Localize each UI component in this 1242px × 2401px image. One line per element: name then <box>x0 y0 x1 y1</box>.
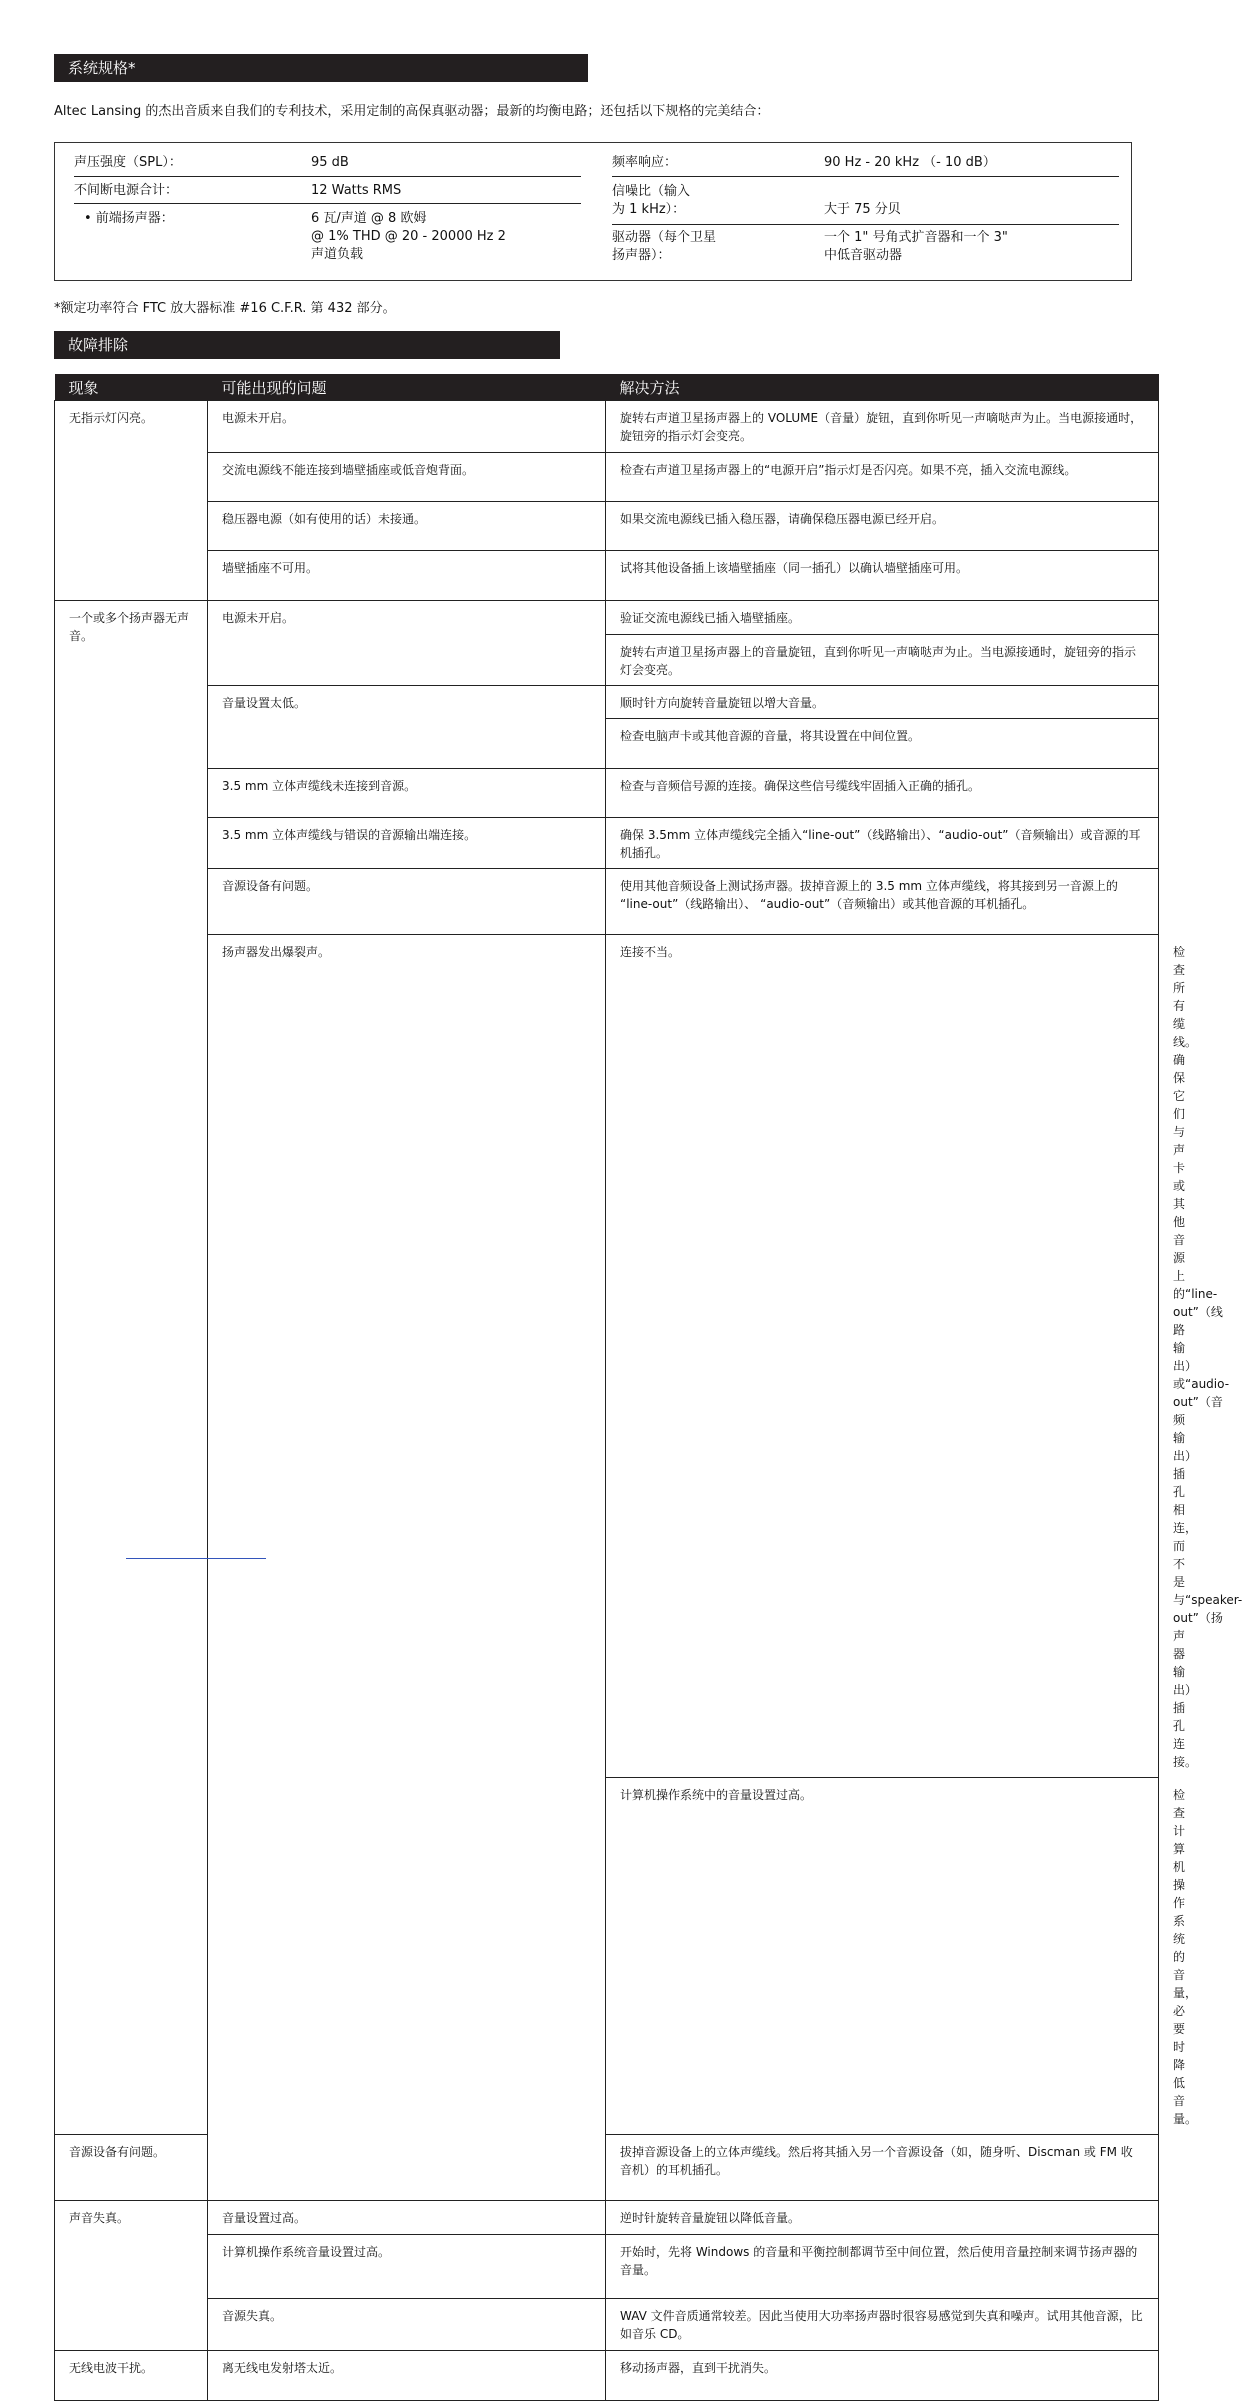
problem-cell: 3.5 mm 立体声缆线未连接到音源。 <box>208 769 606 818</box>
problem-cell: 音源失真。 <box>208 2299 606 2351</box>
problem-cell: 离无线电发射塔太近。 <box>208 2351 606 2401</box>
problem-cell: 3.5 mm 立体声缆线与错误的音源输出端连接。 <box>208 818 606 869</box>
problem-cell: 连接不当。 <box>606 935 1159 1778</box>
snr-value: 大于 75 分贝 <box>824 202 901 217</box>
spl-label: 声压强度（SPL）： <box>74 155 182 170</box>
freq-value: 90 Hz - 20 kHz （- 10 dB） <box>824 155 996 170</box>
solution-cell: 确保 3.5mm 立体声缆线完全插入“line-out”（线路输出）、“audio-out”（音频输出）或音源的耳机插孔。 <box>606 818 1159 869</box>
header-symptom: 现象 <box>55 374 208 401</box>
symptom-cell: 一个或多个扬声器无声音。 <box>55 601 208 2135</box>
symptom-cell: 无线电波干扰。 <box>55 2351 208 2401</box>
footer-rule <box>126 1558 266 1559</box>
solution-cell: 检查右声道卫星扬声器上的“电源开启”指示灯是否闪亮。如果不亮，插入交流电源线。 <box>606 453 1159 502</box>
solution-cell: 顺时针方向旋转音量旋钮以增大音量。 <box>606 686 1159 719</box>
solution-cell: 验证交流电源线已插入墙壁插座。 <box>606 601 1159 635</box>
problem-cell: 墙壁插座不可用。 <box>208 551 606 601</box>
problem-cell: 交流电源线不能连接到墙壁插座或低音炮背面。 <box>208 453 606 502</box>
problem-cell: 电源未开启。 <box>208 401 606 453</box>
solution-cell: 旋转右声道卫星扬声器上的 VOLUME（音量）旋钮，直到你听见一声嘀哒声为止。当电源接通时，旋钮旁的指示灯会变亮。 <box>606 401 1159 453</box>
problem-cell: 音量设置过高。 <box>208 2201 606 2235</box>
solution-cell: WAV 文件音质通常较差。因此当使用大功率扬声器时很容易感觉到失真和噪声。试用其他音源，比如音乐 CD。 <box>606 2299 1159 2351</box>
driver-label: 驱动器（每个卫星 扬声器）： <box>612 230 717 263</box>
solution-cell: 如果交流电源线已插入稳压器，请确保稳压器电源已经开启。 <box>606 502 1159 551</box>
symptom-cell: 无指示灯闪亮。 <box>55 401 208 601</box>
spl-value: 95 dB <box>311 155 349 170</box>
solution-cell: 拔掉音源设备上的立体声缆线。然后将其插入另一个音源设备（如，随身听、Discman 或 FM 收音机）的耳机插孔。 <box>606 2135 1159 2201</box>
solution-cell: 使用其他音频设备上测试扬声器。拔掉音源上的 3.5 mm 立体声缆线，将其接到另一音源上的 “line-out”（线路输出）、 “audio-out”（音频输出）或其他音源的耳机插孔。 <box>606 869 1159 935</box>
solution-cell: 试将其他设备插上该墙壁插座（同一插孔）以确认墙壁插座可用。 <box>606 551 1159 601</box>
symptom-cell: 声音失真。 <box>55 2201 208 2351</box>
specs-intro: Altec Lansing 的杰出音质来自我们的专利技术，采用定制的高保真驱动器；最新的均衡电路；还包括以下规格的完美结合： <box>54 104 770 119</box>
specs-section-title: 系统规格* <box>54 54 588 82</box>
symptom-cell: 扬声器发出爆裂声。 <box>208 935 606 2201</box>
problem-cell: 音源设备有问题。 <box>208 869 606 935</box>
solution-cell: 检查与音频信号源的连接。确保这些信号缆线牢固插入正确的插孔。 <box>606 769 1159 818</box>
problem-cell: 音量设置太低。 <box>208 686 606 769</box>
header-solution: 解决方法 <box>606 374 1159 401</box>
power-value: 12 Watts RMS <box>311 183 402 198</box>
problem-cell: 电源未开启。 <box>208 601 606 686</box>
snr-label: 信噪比（输入 为 1 kHz）： <box>612 184 691 217</box>
driver-value: 一个 1" 号角式扩音器和一个 3" 中低音驱动器 <box>824 230 1008 263</box>
solution-cell: 移动扬声器，直到干扰消失。 <box>606 2351 1159 2401</box>
power-label: 不间断电源合计： <box>74 183 179 198</box>
specs-box <box>54 142 1132 281</box>
front-speaker-value: 6 瓦/声道 @ 8 欧姆 @ 1% THD @ 20 - 20000 Hz 2 声道负载 <box>311 211 506 262</box>
solution-cell: 逆时针旋转音量旋钮以降低音量。 <box>606 2201 1159 2235</box>
troubleshooting-title: 故障排除 <box>54 331 560 359</box>
solution-cell: 旋转右声道卫星扬声器上的音量旋钮，直到你听见一声嘀哒声为止。当电源接通时，旋钮旁的指示灯会变亮。 <box>606 635 1159 686</box>
troubleshooting-table: 现象 可能出现的问题 解决方法 无指示灯闪亮。 电源未开启。 旋转右声道卫星扬声器上的 VOLUME（音量）旋钮，直到你听见一声嘀哒声为止。当电源接通时，旋钮旁的指示灯会变亮。 交流电源线不能连接到墙壁插座或低音炮背面。 检查右声道卫星扬声器上的“电源开启”指示灯是否闪亮。如果不亮，插入交流电源线。 稳压器电源（如有使用的话）未接通。 如果交流电源线已插入稳压器，请确保稳压器电源已经开启。 墙壁插座不可用。 试将其他设备插上该墙壁插座（同一插孔）以确认墙壁插座可用。 一个或多个扬声器无声音。 电源未开启。 验证交流电源线已插入墙壁插座。 旋转右声道卫星扬声器上的音量旋钮，直到你听见一声嘀哒声为止。当电源接通时，旋钮旁的指示灯会变亮。 音量设置太低。 顺时针方向旋转音量旋钮以增大音量。 检查电脑声卡或其他音源的音量，将其设置在中间位置。 3.5 mm 立体声缆线未连接到音源。 检查与音频信号源的连接。确保这些信号缆线牢固插入正确的插孔。 3.5 mm 立体声缆线与错误的音源输出端连接。 确保 3.5mm 立体声缆线完全插入“line-out”（线路输出）、“audio-out”（音频输出）或音源的耳机插孔。 音源设备有问题。 使用其他音频设备上测试扬声器。拔掉音源上的 3.5 mm 立体声缆线，将其接到另一音源上的 “line-out”（线路输出）、 “audio-out”（音频输出）或其他音源的耳机插孔。 扬声器发出爆裂声。 连接不当。 检查所有缆线。确保它们与声卡或其他音源上的“line-out”（线路输出）或“audio-out”（音频输出）插孔相连，而不是与“speaker-out”（扬声器输出）插孔连接。 计算机操作系统中的音量设置过高。 检查计算机操作系统的音量，必要时降低音量。 音源设备有问题。 拔掉音源设备上的立体声缆线。然后将其插入另一个音源设备（如，随身听、Discman 或 FM 收音机）的耳机插孔。 声音失真。 音量设置过高。 逆时针旋转音量旋钮以降低音量。 计算机操作系统音量设置过高。 开始时，先将 Windows 的音量和平衡控制都调节至中间位置，然后使用音量控制来调节扬声器的音量。 音源失真。 WAV 文件音质通常较差。因此当使用大功率扬声器时很容易感觉到失真和噪声。试用其他音源，比如音乐 CD。 无线电波干扰。 离无线电发射塔太近。 移动扬声器，直到干扰消失。 <box>54 374 1159 2401</box>
problem-cell: 计算机操作系统中的音量设置过高。 <box>606 1778 1159 2135</box>
problem-cell: 计算机操作系统音量设置过高。 <box>208 2235 606 2299</box>
freq-label: 频率响应： <box>612 155 678 170</box>
solution-cell: 开始时，先将 Windows 的音量和平衡控制都调节至中间位置，然后使用音量控制来调节扬声器的音量。 <box>606 2235 1159 2299</box>
header-problem: 可能出现的问题 <box>208 374 606 401</box>
problem-cell: 音源设备有问题。 <box>55 2135 208 2201</box>
footnote: *额定功率符合 FTC 放大器标准 #16 C.F.R. 第 432 部分。 <box>54 301 396 316</box>
problem-cell: 稳压器电源（如有使用的话）未接通。 <box>208 502 606 551</box>
front-speaker-label: • 前端扬声器： <box>84 211 174 226</box>
solution-cell: 检查电脑声卡或其他音源的音量，将其设置在中间位置。 <box>606 719 1159 769</box>
